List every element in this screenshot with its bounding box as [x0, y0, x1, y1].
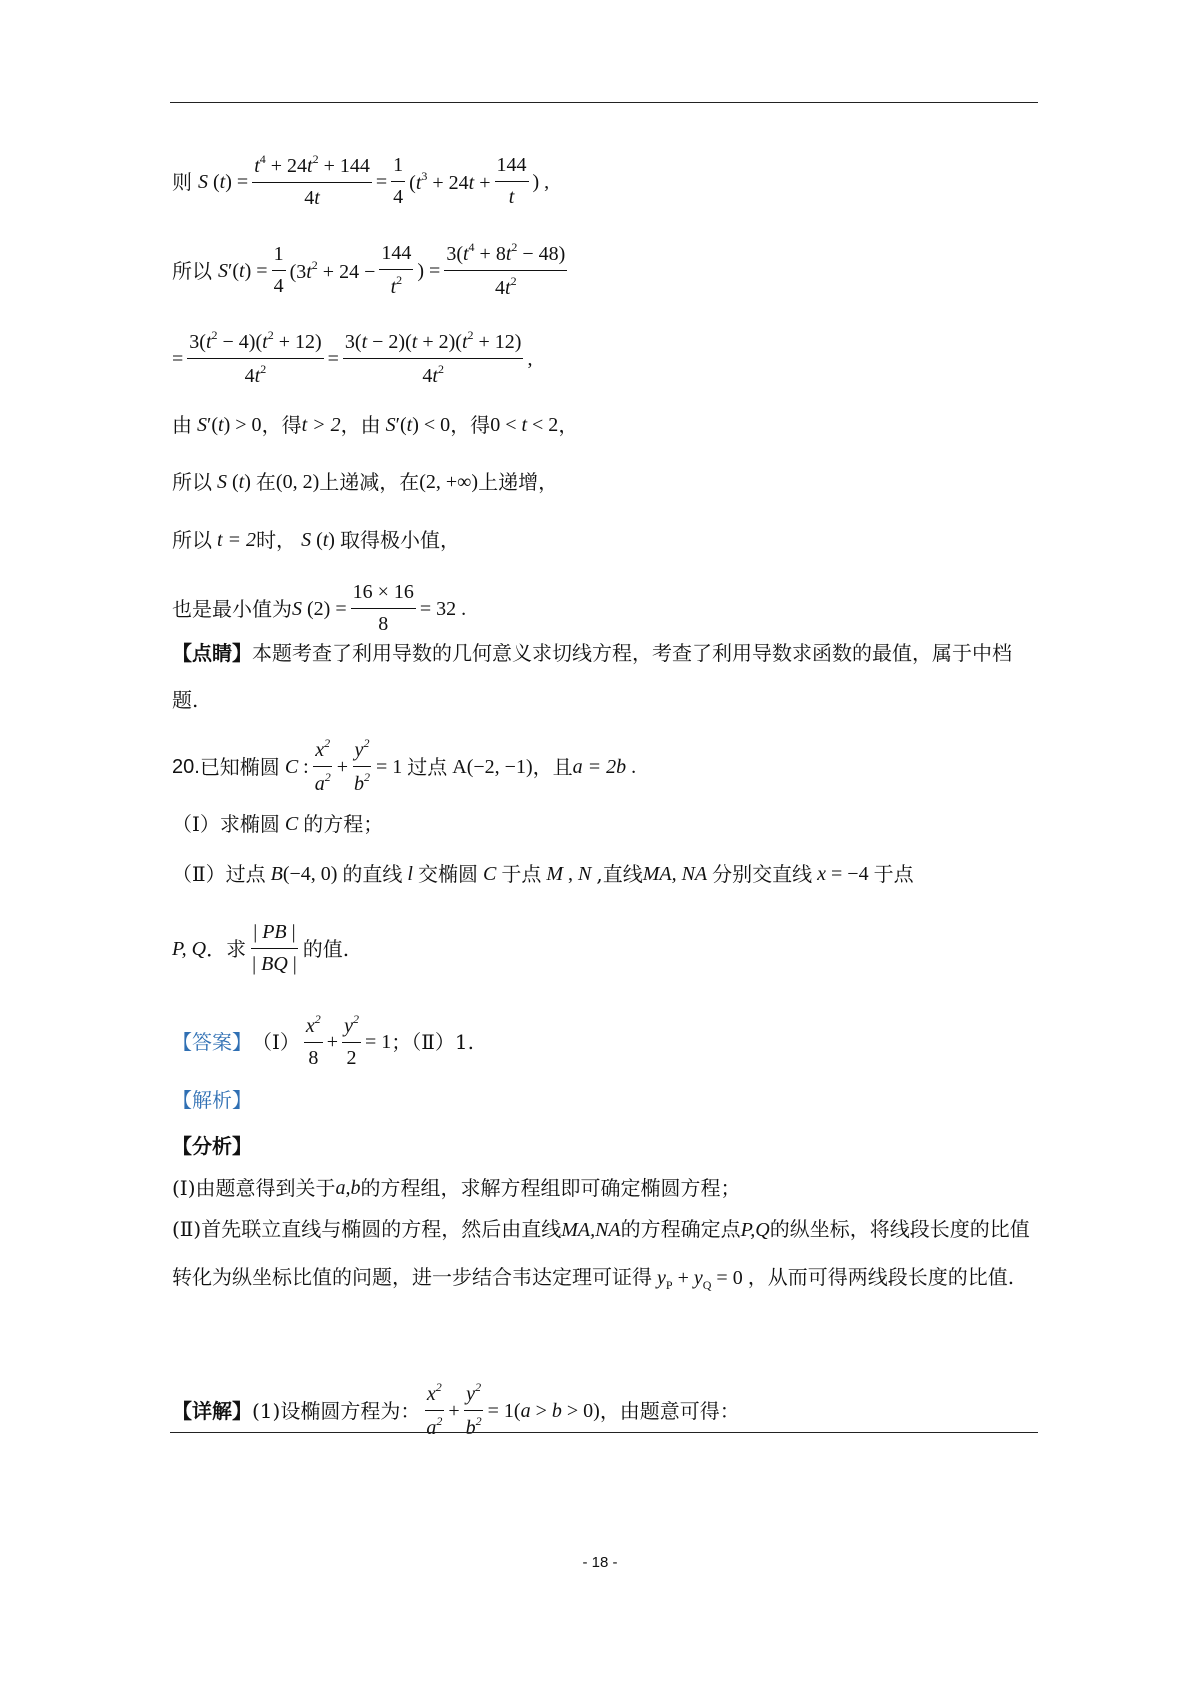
problem-stem-prefix: 已知椭圆: [199, 754, 280, 779]
detail-text: (1)设椭圆方程为：: [252, 1398, 421, 1423]
problem-point-a: A(−2, −1): [452, 755, 533, 778]
fenxi-heading: [172, 1136, 252, 1156]
eq-min: 所以 t = 2 时， S (t) 取得极小值，: [172, 528, 460, 552]
text-increasing: 上递增，: [478, 470, 559, 494]
fraction: $\frac{x^2}{a^2}$: [426, 1380, 443, 1439]
analysis-p2-e: 的纵坐标，将线段长度的比值转化为纵坐标比值的问题，进一步结合韦达定理可证得: [172, 1217, 1030, 1289]
analysis-p2-b: MA,NA: [561, 1219, 621, 1241]
part1-end: 的方程；: [303, 812, 384, 836]
part2-f: 分别交直线: [712, 862, 813, 886]
answer-part1: （Ⅰ）: [252, 1029, 300, 1054]
text-suoyi-2: 所以: [172, 470, 212, 494]
part2-a: （Ⅱ）过点: [172, 862, 266, 886]
fraction: $\frac{1}{4}$: [273, 243, 284, 297]
text-shi: 时，: [256, 528, 297, 552]
answer-label: 【答案】: [172, 1029, 252, 1054]
analysis-p1-end: 的方程组，求解方程组即可确定椭圆方程；: [360, 1176, 741, 1200]
text-suoyi-3: 所以: [172, 528, 212, 552]
text-zai: 在: [255, 470, 276, 494]
part2-h: ．求: [206, 936, 247, 961]
problem-part-2-cont: P, Q ．求 $\frac{| PB |}{| BQ |}$ 的值.: [172, 921, 350, 975]
problem-part-1: （Ⅰ）求椭圆 C 的方程；: [172, 812, 384, 836]
text-local-min: 取得极小值，: [339, 528, 460, 552]
text-you: 由: [172, 413, 192, 437]
text-suoyi: 所以: [172, 258, 212, 283]
fraction: $\frac{y^2}{2}$: [344, 1012, 359, 1069]
fraction: $\frac{x^2}{a^2}$: [314, 736, 331, 795]
fraction: $\frac{1}{4}$: [393, 154, 404, 208]
fraction: $\frac{x^2}{8}$: [305, 1012, 321, 1069]
detail-line: 【详解】 (1)设椭圆方程为： $\frac{x^2}{a^2}$ + $\frac{y^2}{b^2}$ = 1(a > b > 0) ，由题意可得：: [172, 1380, 740, 1439]
analysis-p1-a: (Ⅰ)由题意得到关于: [172, 1176, 336, 1200]
fraction: $\frac{| PB |}{| BQ |}$: [252, 921, 297, 975]
text-comma: ，: [261, 413, 282, 437]
eq-min-value: 也是最小值为 S (2) = $\frac{16 \times 16}{8}$ = 32 .: [172, 581, 467, 635]
jiexi-label: 【解析】: [172, 1088, 252, 1112]
fenxi-label: 【分析】: [172, 1134, 252, 1158]
analysis-p1: [172, 1178, 741, 1198]
analysis-p2: (Ⅱ)首先联立直线与椭圆的方程，然后由直线MA,NA的方程确定点P,Q的纵坐标，将线段长度的比值转化为纵坐标比值的问题，进一步结合韦达定理可证得 $y_P + y_Q = 0$ ，从而可得两线段长度的比值.: [172, 1217, 1030, 1292]
detail-end: ，由题意可得：: [599, 1398, 740, 1423]
answer-part2: ；（Ⅱ）1.: [391, 1029, 474, 1054]
analysis-p1-vars: a,b: [335, 1177, 361, 1199]
fraction: $\frac{16 \times 16}{8}$: [352, 581, 414, 635]
header-rule: [170, 102, 1038, 103]
eq-s-of-t: 则 S (t) = $\frac{t^4 + 24t^2 + 144}{4t}$ = $\frac{1}{4}$ ($t^3 + 24t$ + $\frac{144}{t}$ ) ,: [172, 152, 550, 209]
fraction: $\frac{144}{t^2}$: [381, 242, 412, 298]
text-t-gt-2: t > 2: [301, 414, 341, 436]
problem-20-stem: 20. 已知椭圆 C : $\frac{x^2}{a^2}$ + $\frac{y^2}{b^2}$ = 1 过点 A(−2, −1) ，且 a = 2b .: [172, 736, 637, 795]
text-de: 得: [281, 413, 302, 437]
eq-sign: 由 S′(t) > 0 ， 得 t > 2 ，由 S′(t) < 0 ，得 0 < t < 2 ，: [172, 413, 579, 437]
part2-d: 于点: [501, 862, 542, 886]
problem-number: 20.: [172, 755, 200, 778]
problem-part-2: （Ⅱ）过点 B(−4, 0) 的直线 l 交椭圆 C 于点 M , N ,直线 MA, NA 分别交直线 x = −4 于点: [172, 862, 914, 886]
problem-stem-and: ，且: [532, 754, 573, 779]
text-decreasing: 上递减，在: [319, 470, 420, 494]
analysis-p2-f: ，从而可得两线段长度的比值.: [747, 1265, 1015, 1289]
footer-rule: [170, 1432, 1038, 1433]
part2-e: ,直线: [596, 862, 643, 886]
analysis-p2-c: 的方程确定点: [620, 1217, 741, 1241]
detail-label: 【详解】: [172, 1398, 252, 1423]
dianjing-paragraph: [172, 630, 1038, 724]
answer-line: 【答案】 （Ⅰ） $\frac{x^2}{8}$ + $\frac{y^2}{2}$ = 1 ；（Ⅱ）1.: [172, 1012, 474, 1069]
text-yeshi: 也是最小值为: [172, 596, 292, 621]
text-t-eq-2: t = 2: [217, 529, 257, 551]
problem-stem-mid: 过点: [407, 754, 448, 779]
part2-b: 的直线: [342, 862, 403, 886]
analysis-p2-d: P,Q: [740, 1219, 770, 1241]
dianjing-label: 【点睛】: [172, 641, 252, 665]
eq-monotonic: 所以 S (t) 在 (0, 2) 上递减，在 (2, +∞) 上递增，: [172, 470, 559, 494]
page-number: - 18 -: [582, 1554, 618, 1571]
jiexi-heading: [172, 1090, 252, 1110]
fraction: $\frac{3(t^4 + 8t^2 - 48)}{4t^2}$: [446, 240, 566, 299]
eq-factored: = $\frac{3(t^2 - 4)(t^2 + 12)}{4t^2}$ = $\frac{3(t - 2)(t + 2)(t^2 + 12)}{4t^2}$ ,: [172, 328, 533, 387]
dianjing-text: 本题考查了利用导数的几何意义求切线方程，考查了利用导数求函数的最值，属于中档题.: [172, 641, 1012, 712]
text-ze: 则: [172, 169, 192, 194]
fraction: $\frac{t^4 + 24t^2 + 144}{4t}$: [254, 152, 370, 209]
part2-i: 的值.: [302, 936, 350, 961]
analysis-p2-a: (Ⅱ)首先联立直线与椭圆的方程，然后由直线: [172, 1217, 562, 1241]
part2-g: 于点: [873, 862, 914, 886]
problem-condition: a = 2b: [572, 755, 627, 778]
fraction: $\frac{3(t - 2)(t + 2)(t^2 + 12)}{4t^2}$: [344, 328, 522, 387]
fraction: $\frac{y^2}{b^2}$: [465, 1380, 482, 1439]
fraction: $\frac{y^2}{b^2}$: [354, 736, 370, 795]
fraction: $\frac{144}{t}$: [496, 154, 527, 208]
eq-derivative: 所以 S′(t) = $\frac{1}{4}$ ($3t^2 + 24$ − $\frac{144}{t^2}$ ) = $\frac{3(t^4 + 8t^2 - 48)}{4t^2}$: [172, 240, 566, 299]
part2-c: 交椭圆: [417, 862, 478, 886]
fraction: $\frac{3(t^2 - 4)(t^2 + 12)}{4t^2}$: [189, 328, 322, 387]
part1-text: （Ⅰ）求椭圆: [172, 812, 280, 836]
